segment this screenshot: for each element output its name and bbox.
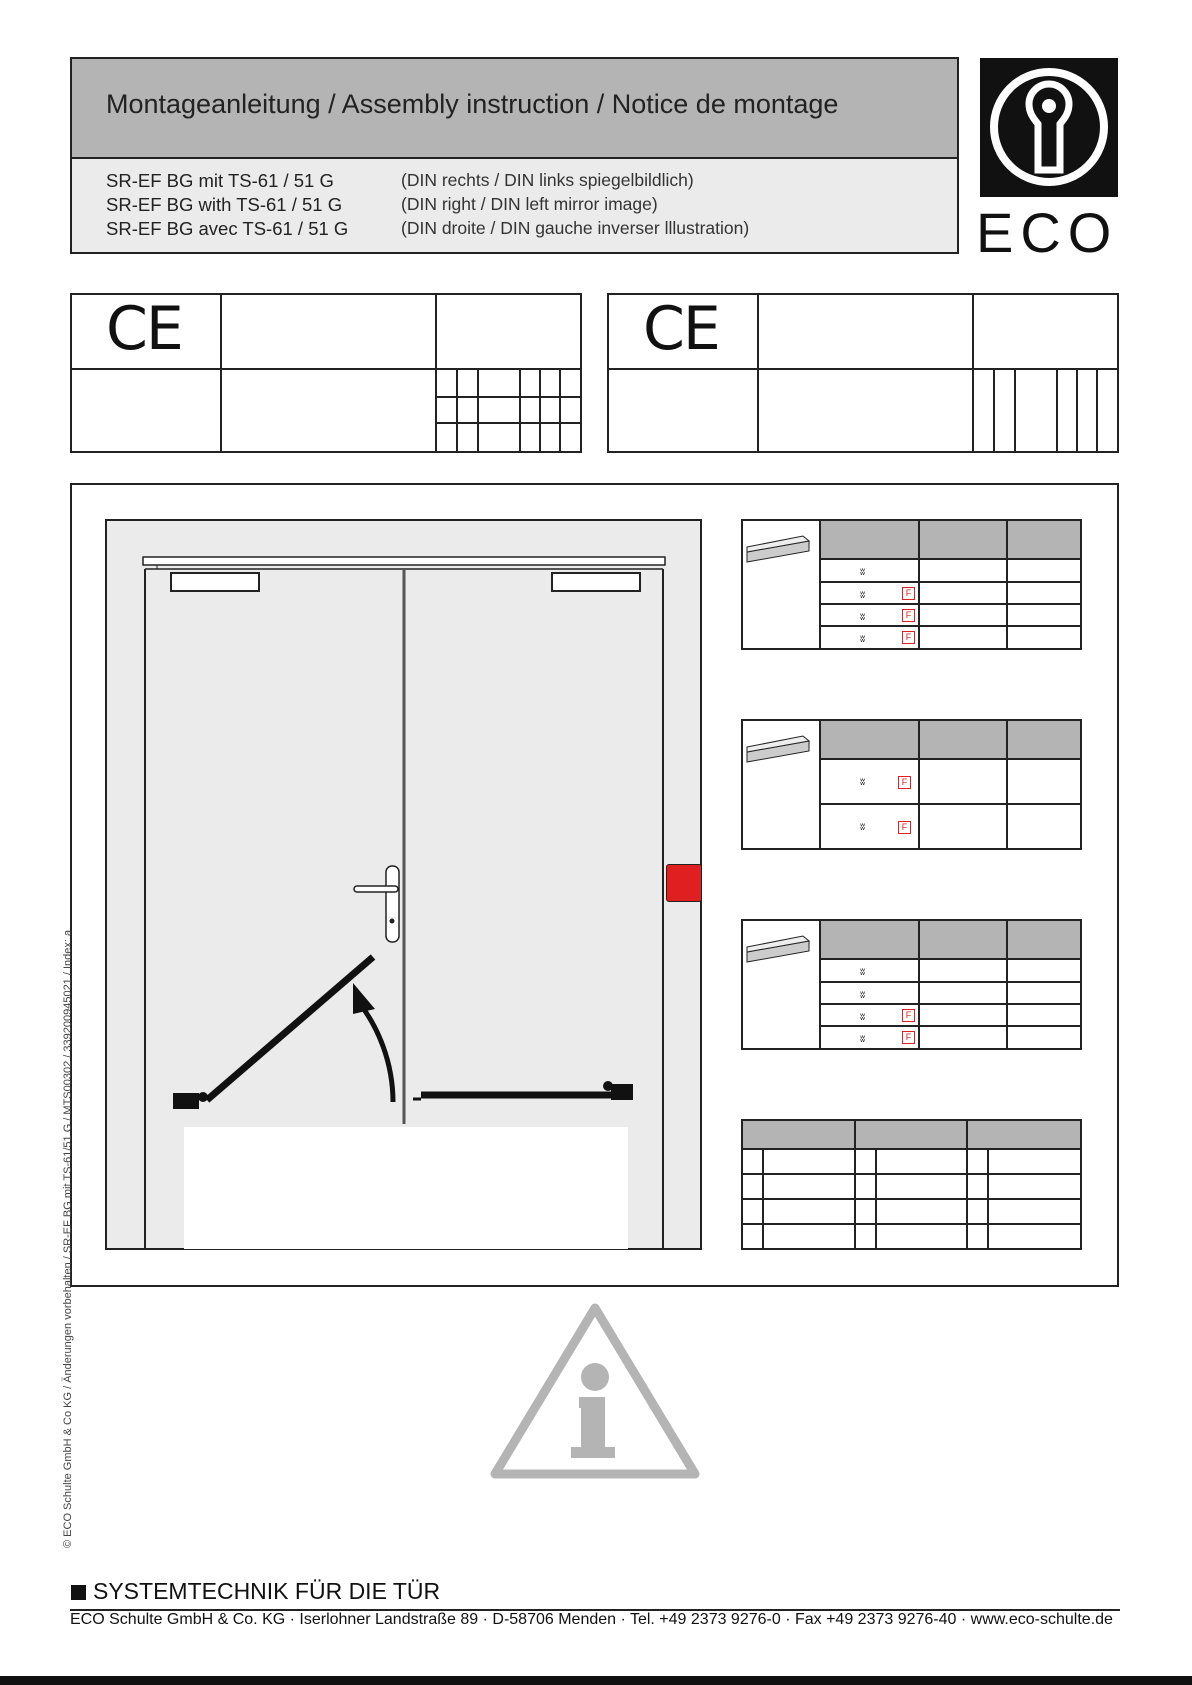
footer-slogan: SYSTEMTECHNIK FÜR DIE TÜR: [93, 1578, 441, 1604]
svg-text:ʬ: ʬ: [860, 590, 866, 601]
svg-text:ʬ: ʬ: [860, 777, 866, 788]
info-warning-icon: [487, 1300, 703, 1482]
ce-mark: CE: [106, 294, 182, 364]
ce-label-right: [607, 293, 1119, 453]
product-name-en: SR-EF BG with TS-61 / 51 G: [106, 194, 343, 215]
document-reference-note: © ECO Schulte GmbH & Co KG / Änderungen vorbehalten / SR-EF BG mit TS-61/51 G / MTS00302 / 339200945021 / Index: a: [62, 929, 74, 1548]
fire-rating-icon: F: [898, 776, 911, 789]
page-bottom-bar: [0, 1676, 1192, 1685]
din-note-fr: (DIN droite / DIN gauche inverser lllustration): [401, 218, 750, 238]
document-title: Montageanleitung / Assembly instruction / Notice de montage: [106, 89, 839, 119]
door-closer-icon: [747, 936, 809, 962]
spec-table-2: [741, 719, 1082, 850]
door-closer-icon: [747, 736, 809, 762]
spec-table-3: [741, 919, 1082, 1050]
ce-mark: CE: [643, 294, 719, 364]
svg-text:ʬ: ʬ: [860, 634, 866, 645]
din-note-en: (DIN right / DIN left mirror image): [401, 194, 658, 214]
svg-text:ʬ: ʬ: [860, 1012, 866, 1023]
fire-rating-icon: F: [902, 609, 915, 622]
title-band: [72, 59, 957, 159]
svg-text:ʬ: ʬ: [860, 990, 866, 1001]
product-name-de: SR-EF BG mit TS-61 / 51 G: [106, 170, 334, 191]
spec-table-1: [741, 519, 1082, 650]
company-address: ECO Schulte GmbH & Co. KG · Iserlohner Landstraße 89 · D-58706 Menden · Tel. +49 2373 9276-0 · Fax +49 2373 9276-40 · www.eco-schulte.de: [70, 1611, 1113, 1628]
eco-logo-mark: [980, 58, 1118, 197]
product-name-fr: SR-EF BG avec TS-61 / 51 G: [106, 218, 349, 239]
fire-rating-icon: F: [902, 631, 915, 644]
fire-rating-icon: F: [898, 821, 911, 834]
red-indicator-marker: [666, 864, 702, 902]
svg-text:ʬ: ʬ: [860, 822, 866, 833]
fire-rating-icon: F: [902, 587, 915, 600]
door-closer-icon: [747, 536, 809, 562]
eco-logo-text: ECO: [976, 201, 1119, 264]
ce-label-left: [70, 293, 582, 453]
svg-text:ʬ: ʬ: [860, 612, 866, 623]
fire-rating-icon: F: [902, 1031, 915, 1044]
keyhole-icon: [980, 58, 1118, 197]
title-block: [70, 57, 959, 254]
fire-rating-icon: F: [902, 1009, 915, 1022]
din-note-de: (DIN rechts / DIN links spiegelbildlich): [401, 170, 694, 190]
spec-table-4: [741, 1119, 1082, 1250]
svg-text:ʬ: ʬ: [860, 1034, 866, 1045]
footer-bullet: [71, 1585, 86, 1600]
svg-text:ʬ: ʬ: [860, 967, 866, 978]
svg-text:ʬ: ʬ: [860, 567, 866, 578]
blank-note-area: [184, 1127, 628, 1249]
